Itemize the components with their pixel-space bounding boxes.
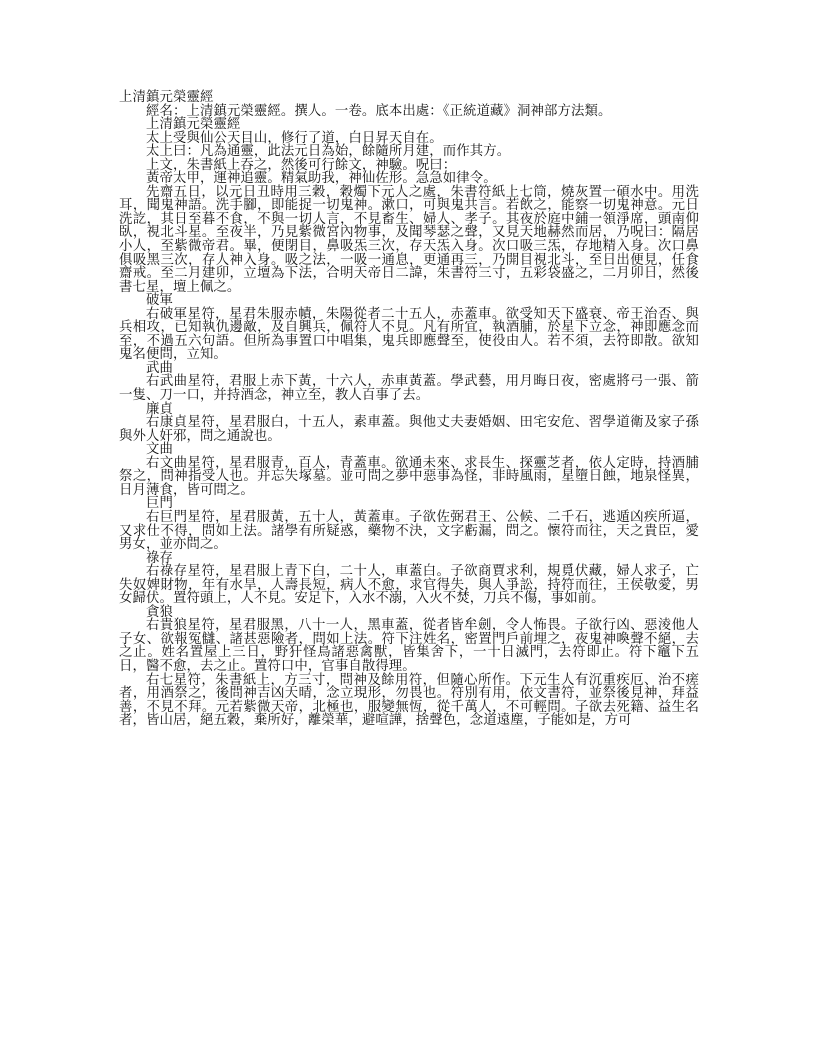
section-heading: 上清鎮元榮靈經 [119, 89, 214, 104]
section-heading: 巨門 [146, 495, 173, 511]
paragraph: 右武曲星符，君服上赤下黃，十六人，赤車黃蓋。學武藝，用月晦日夜，密處將弓一張、箭一隻、刀一口，并持酒念，神立至，教人百事了去。 [119, 373, 699, 403]
paragraph: 右巨門星符，星君服黃，五十人，黃蓋車。子欲佐弼君王、公候、二千石，逃遁凶疾所逼，又求仕不得，問如上法。諸學有所疑惑，藥物不決，文字虧漏，問之。懷符而往，天之貴臣，愛男女，並亦問之。 [119, 508, 699, 552]
paragraph: 太上受與仙公天目山，修行了道，白日昇天自在。 [146, 129, 443, 145]
section-heading: 武曲 [146, 359, 173, 375]
section-heading: 文曲 [146, 441, 173, 457]
document-body [119, 90, 699, 727]
section-heading: 貪狼 [146, 603, 173, 619]
paragraph: 先齋五日，以元日丑時用三穀，穀燭下元人之處，朱書符紙上七筒，燒灰置一碩水中。用洗耳，聞鬼神語。洗手腳，即能捉一切鬼神。漱口，可與鬼共言。若飲之，能察一切鬼神意。元日洗訖，其日至暮不食，不與一切人言，不見畜生、婦人、孝子。其夜於庭中鋪一領淨席，頭南仰臥，視北斗星。至夜半，乃見紫微宮內物事，及聞琴瑟之聲，又見天地赫然而居，乃呪曰：隔居小人，至紫微帝君。畢，便閉目，鼻吸炁三次，存天炁入身。次口吸三炁，存地精入身。次口鼻俱吸黑三次，存人神入身。吸之法，一吸一通息，更通再三，乃開目視北斗，至日出便見，任食齋戒。至二月建卯，立壇為下法，合明天帝日二諱，朱書符三寸，五彩袋盛之，二月卯日，然後書七星，壇上佩之。 [119, 183, 699, 294]
section-heading: 廉貞 [146, 400, 173, 416]
paragraph: 右七星符，朱書紙上，方三寸，問神及餘用符，但隨心所作。下元生人有沉重疾厄、治不瘥者，用酒祭之，後問神吉凶天晴，念立現形，勿畏也。符別有用，依文書符，並祭後見神，拜益善，不見不拜。元若紫微天帝，北極也，服變無恆，從千萬人，不可輕問。子欲去死籍、益生名者，皆山居，絕五穀，棄所好，離榮華，避喧譁，捨聲色，念道遠塵，子能如是，方可 [119, 671, 699, 728]
paragraph: 右祿存星符，星君服上青下白，二十人，車蓋白。子欲商賈求利，規覓伏藏，婦人求子，亡失奴婢財物，年有水旱，人壽長短，病人不愈，求官得失，與人爭訟，持符而往，王侯敬愛，男女歸伏。置符頭上，人不見。安足下，入水不溺，入火不焚，刀兵不傷，事如前。 [119, 563, 699, 606]
paragraph: 經名：上清鎮元榮靈經。撰人。一卷。底本出處：《正統道藏》洞神部方法類。 [146, 102, 612, 118]
paragraph: 太上曰：凡為通靈，此法元日為始，餘隨所月建，而作其方。 [146, 143, 511, 159]
section-heading: 上清鎮元榮靈經 [146, 116, 241, 132]
paragraph: 右康貞星符，星君服白，十五人，素車蓋。與他丈夫妻婚姻、田宅安危、習學道衛及家子孫與外人奸邪，問之通說也。 [119, 414, 699, 443]
section-heading: 破軍 [146, 292, 173, 308]
paragraph: 右破軍星符，星君朱服赤幘，朱陽從者二十五人，赤蓋車。欲受知天下盛衰、帝王治否、與兵相攻，已知執仇邊敵，及自興兵，佩符人不見。凡有所宜，執酒脯，於星下立念，神即應念而至，不過五六句語。但所為事置口中唱集，鬼兵即應聲至，使役由人。若不須，去符即散。欲知鬼名便問，立知。 [119, 305, 699, 362]
paragraph: 上文，朱書紙上吞之，然後可行餘文，神驗。呪曰： [146, 156, 457, 172]
paragraph: 右貴狼星符，星君服黑，八十一人，黑車蓋，從者皆牟劍，令人怖畏。子欲行凶、惡淩他人子女、欲報冤讎、諸甚惡險者，問如上法。符下注姓名，密置門戶前埋之，夜鬼神喚聲不絕，去之止。姓名置屋上三日，野犴怪鳥諸惡禽獸，皆集舍下，一十日滅門，去符即止。符下竈下五日，醫不愈，去之止。置符口中，官事自散得理。 [119, 617, 699, 673]
paragraph: 黃帝太甲，運神追靈。精氣助我，神仙佐形。急急如律令。 [146, 170, 497, 186]
paragraph: 右文曲星符，星君服青，百人，青蓋車。欲通未來、求長生、探靈芝者，依人定時，持酒脯祭之，問神指受人也。并忘失塚墓。並可問之夢中惡事為怪，非時風雨，星墮日蝕，地泉怪異，日月薄食，皆可問之。 [119, 454, 699, 497]
section-heading: 祿存 [146, 549, 173, 565]
